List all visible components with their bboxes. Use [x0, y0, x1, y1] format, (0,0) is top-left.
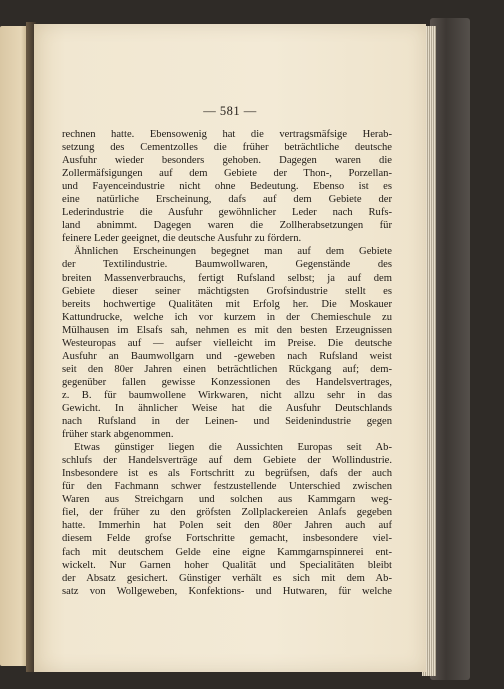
text-line: Westeuropas auf — aufser vielleicht im Preise. Die deutsche	[62, 337, 392, 349]
text-line: schlufs der Handelsverträge auf dem Gebiete der Wollindustrie.	[62, 455, 392, 467]
text-line: Lederindustrie die Ausfuhr gewöhnlicher Leder nach Rufs-	[62, 207, 392, 219]
book-page	[34, 24, 426, 672]
text-line: der Textilindustrie. Baumwollwaren, Gegenstände des	[62, 259, 392, 271]
paragraph-1	[62, 128, 392, 245]
text-line: Insbesondere ist es als Fortschritt zu begrüfsen, dafs der auch	[62, 468, 392, 480]
text-line: Ausfuhr wieder besonders gehoben. Dagegen waren die	[62, 155, 392, 167]
text-line: land abnimmt. Dagegen waren die Zollherabsetzungen für	[62, 220, 392, 232]
text-line: nach Rufsland in der Leinen- und Seidenindustrie gegen	[62, 416, 392, 428]
text-line: seit den 80er Jahren einen beträchtlichen Rückgang auf; dem-	[62, 363, 392, 375]
text-line: fach mit deutschem Gelde eine eigne Kammgarnspinnerei ent-	[62, 546, 392, 558]
text-line: fiel, der früher zu den gröfsten Zollplackereien Anlafs gegeben	[62, 507, 392, 519]
text-line: Gebiete dieser seiner mächtigsten Grofsindustrie stellt es	[62, 285, 392, 297]
text-line: gegenüber fallen gewisse Konzessionen des Handelsvertrages,	[62, 376, 392, 388]
text-line: und Fayenceindustrie nicht ohne Bedeutung. Ebenso ist es	[62, 181, 392, 193]
text-line: rechnen hatte. Ebensowenig hat die vertragsmäfsige Herab-	[62, 129, 392, 140]
text-line: feinere Leder geeignet, die deutsche Ausfuhr zu fördern.	[62, 233, 302, 245]
text-line: Waren aus Streichgarn und solchen aus Kammgarn weg-	[62, 494, 392, 506]
page-body	[62, 128, 392, 598]
text-line: der Absatz gesichert. Günstiger verhält es sich mit dem Ab-	[62, 572, 392, 584]
text-line: Etwas günstiger liegen die Aussichten Europas seit Ab-	[74, 442, 392, 454]
text-line: Kattundrucke, welche ich vor kurzem in der Chemieschule zu	[62, 311, 392, 323]
paragraph-2	[62, 245, 392, 441]
book-cover-edge	[430, 18, 470, 680]
text-line: Gewicht. In ähnlicher Weise hat die Ausfuhr Deutschlands	[62, 402, 392, 414]
text-line: diesem Felde grofse Fortschritte gemacht, insbesondere viel-	[62, 533, 392, 545]
text-line: Mülhausen im Elsafs sah, nehmen es mit den besten Erzeugnissen	[62, 324, 392, 336]
text-line: breiten Massenverbrauchs, fertigt Rufsland selbst; ja auf dem	[62, 272, 392, 284]
text-line: Ähnlichen Erscheinungen begegnet man auf dem Gebiete	[74, 246, 392, 258]
text-line: hatte. Immerhin hat Polen seit den 80er Jahren auch auf	[62, 520, 392, 532]
page-number: — 581 —	[203, 104, 257, 118]
text-line: z. B. für baumwollene Wirkwaren, nicht allzu sehr in das	[62, 389, 392, 401]
text-line: satz von Wollgeweben, Konfektions- und Hutwaren, für welche	[62, 585, 392, 597]
text-line: setzung des Cementzolles die früher beträchtliche deutsche	[62, 142, 392, 154]
text-line: eine natürliche Erscheinung, dafs auf dem Gebiete der	[62, 194, 392, 206]
text-line: Ausfuhr an Baumwollgarn und -geweben nach Rufsland weist	[62, 350, 392, 362]
text-line: wickelt. Nur Garnen hoher Qualität und Specialitäten bleibt	[62, 559, 392, 571]
paragraph-3	[62, 441, 392, 598]
text-line: für den Fachmann schwer festzustellende Unterschied zwischen	[62, 481, 392, 493]
text-line: früher stark abgenommen.	[62, 429, 174, 441]
text-line: bereits hochwertige Qualitäten mit Erfolg her. Die Moskauer	[62, 298, 392, 310]
text-line: Zollermäfsigungen auf dem Gebiete der Thon-, Porzellan-	[62, 168, 392, 180]
